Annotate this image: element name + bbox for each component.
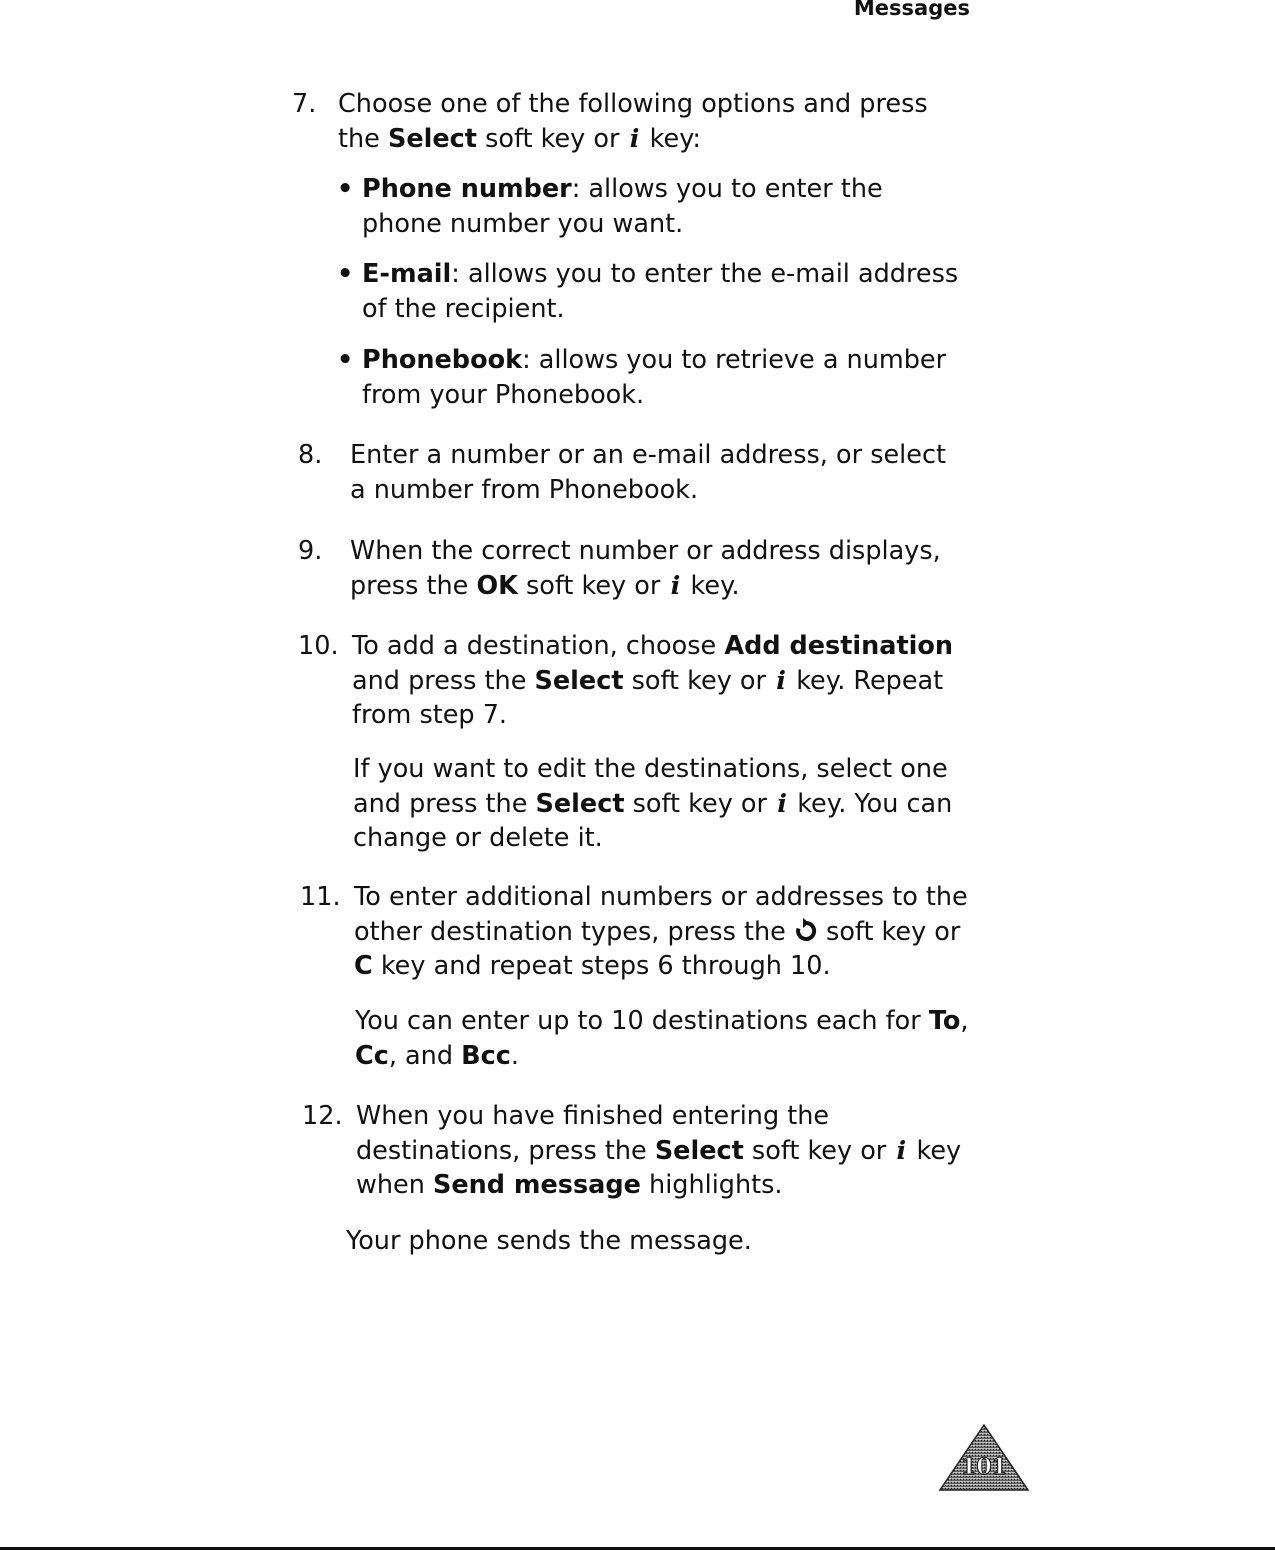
to-label: To	[928, 1006, 961, 1036]
i-key-icon: i	[896, 1135, 907, 1166]
option-phone-number-label: Phone number	[362, 174, 572, 204]
select-key-label: Select	[654, 1135, 744, 1166]
cc-label: Cc	[355, 1040, 389, 1071]
i-key-icon: i	[776, 665, 786, 696]
i-key-icon: i	[670, 570, 681, 601]
step-11-number: 11.	[300, 882, 341, 912]
step-9-text: When the correct number or address displays, press the OK soft key or i key.	[350, 534, 941, 603]
step-11-limit-note: You can enter up to 10 destinations each for To, Cc, and Bcc.	[355, 1006, 969, 1071]
step-12-number: 12.	[302, 1101, 343, 1131]
step-7-text: Choose one of the following options and press the Select soft key or i key:	[338, 87, 928, 156]
option-phone-number: Phone number: allows you to enter the phone number you want.	[362, 174, 883, 239]
step-10-text: To add a destination, choose Add destination and press the Select soft key or i key. Repeat from step 7.	[352, 631, 954, 730]
step-10-number: 10.	[298, 631, 339, 661]
step-8-text: Enter a number or an e-mail address, or select a number from Phonebook.	[350, 440, 946, 505]
step-12-text: When you have finished entering the destinations, press the Select soft key or i key when Send message highlights.	[356, 1101, 962, 1200]
step-10-edit-note: If you want to edit the destinations, select one and press the Select soft key or i key. You can change or delete it.	[353, 754, 953, 853]
c-key-label: C	[354, 951, 373, 981]
bullet-dot-icon: •	[337, 174, 354, 204]
option-email: E-mail: allows you to enter the e-mail address of the recipient.	[362, 259, 959, 324]
bcc-label: Bcc	[461, 1040, 511, 1071]
bullet-dot-icon: •	[337, 345, 354, 375]
section-header: Messages	[853, 0, 970, 20]
step-11-text: To enter additional numbers or addresses to the other destination types, press the soft key or C key and repeat steps 6 through 10.	[354, 882, 968, 981]
rotating-arrow-icon	[794, 918, 818, 944]
option-phonebook-label: Phonebook	[362, 345, 523, 375]
step-9-number: 9.	[298, 536, 323, 566]
result-text: Your phone sends the message.	[346, 1226, 752, 1256]
i-key-icon: i	[777, 788, 787, 819]
add-destination-label: Add destination	[724, 631, 954, 661]
i-key-icon: i	[629, 123, 640, 154]
page-number: 101	[961, 1454, 1007, 1480]
send-message-label: Send message	[432, 1170, 641, 1200]
ok-key-label: OK	[476, 570, 518, 601]
step-7-number: 7.	[292, 89, 317, 119]
option-phonebook: Phonebook: allows you to retrieve a number from your Phonebook.	[362, 345, 947, 410]
select-key-label: Select	[534, 665, 624, 696]
bullet-dot-icon: •	[337, 259, 354, 289]
option-email-label: E-mail	[362, 259, 452, 289]
page-number-badge	[938, 1424, 1030, 1492]
step-8-number: 8.	[298, 440, 323, 470]
step-7-line-1: Choose one of the following options and press	[338, 89, 928, 119]
select-key-label: Select	[535, 788, 625, 819]
select-key-label: Select	[387, 123, 477, 154]
